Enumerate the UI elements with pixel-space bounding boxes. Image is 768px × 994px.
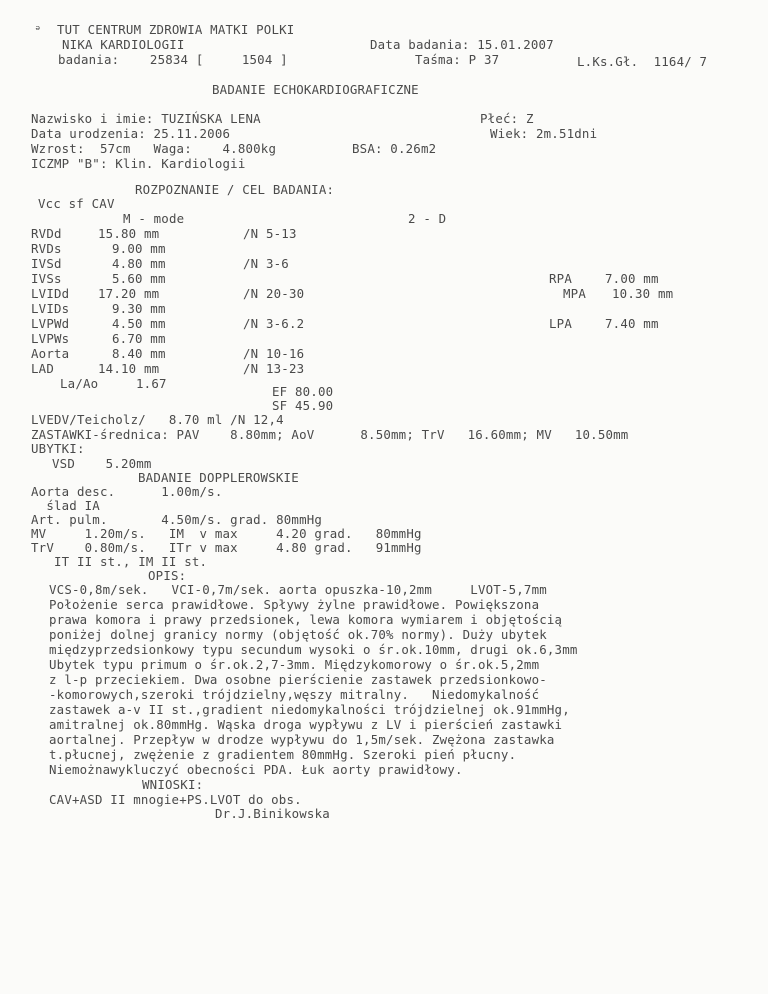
- patient-bsa: BSA: 0.26m2: [352, 141, 437, 156]
- doppler-line-4: MV 1.20m/s. IM v max 4.20 grad. 80mmHg: [31, 526, 422, 541]
- mmode-value-aorta: 8.40 mm: [112, 346, 166, 361]
- patient-age: Wiek: 2m.51dni: [490, 126, 598, 141]
- mmode-value-lvids: 9.30 mm: [112, 301, 166, 316]
- doctor-name: Dr.J.Binikowska: [215, 806, 330, 821]
- description-line-11: aortalnej. Przepływ w drodze wypływu do 1,5m/sek. Zwężona zastawka: [49, 732, 555, 747]
- patient-name: Nazwisko i imie: TUZIŃSKA LENA: [31, 111, 261, 126]
- mmode-heading: M - mode: [123, 211, 185, 226]
- patient-measurements: Wzrost: 57cm Waga: 4.800kg: [31, 141, 277, 156]
- diagnosis-heading: ROZPOZNANIE / CEL BADANIA:: [135, 182, 335, 197]
- description-line-2: Położenie serca prawidłowe. Spływy żylne prawidłowe. Powiększona: [49, 597, 540, 612]
- description-heading: OPIS:: [148, 568, 187, 583]
- exam-number: badania: 25834 [ 1504 ]: [58, 52, 288, 67]
- mmode-value-rvdd: 15.80 mm: [98, 226, 160, 241]
- report-title: BADANIE ECHOKARDIOGRAFICZNE: [212, 82, 419, 97]
- exam-date: Data badania: 15.01.2007: [370, 37, 554, 52]
- mmode-norm-lvidd: /N 20-30: [243, 286, 305, 301]
- mmode-norm-rvdd: /N 5-13: [243, 226, 297, 241]
- doppler-line-3: Art. pulm. 4.50m/s. grad. 80mmHg: [31, 512, 323, 527]
- mmode-label-lvpwd: LVPWd: [31, 316, 70, 331]
- ef-value: EF 80.00: [272, 384, 334, 399]
- mmode-label-rvds: RVDs: [31, 241, 62, 256]
- doppler-line-2: ślad IA: [31, 498, 100, 513]
- referring-clinic: ICZMP "B": Klin. Kardiologii: [31, 156, 246, 171]
- description-line-5: międzyprzedsionkowy typu secundum wysoki o śr.ok.10mm, drugi ok.6,3mm: [49, 642, 578, 657]
- defects-heading: UBYTKI:: [31, 441, 85, 456]
- mmode-label-aorta: Aorta: [31, 346, 70, 361]
- description-line-7: z l-p przeciekiem. Dwa osobne pierścienie zastawek przedsionkowo-: [49, 672, 547, 687]
- mmode-norm-lad: /N 13-23: [243, 361, 305, 376]
- pulm-label-mpa: MPA: [563, 286, 586, 301]
- mmode-label-lvpws: LVPWs: [31, 331, 70, 346]
- la-ao-label: La/Ao: [60, 376, 99, 391]
- mmode-label-lvids: LVIDs: [31, 301, 70, 316]
- pulm-value-lpa: 7.40 mm: [605, 316, 659, 331]
- mmode-value-lvpws: 6.70 mm: [112, 331, 166, 346]
- pulm-value-rpa: 7.00 mm: [605, 271, 659, 286]
- diagnosis-text: Vcc sf CAV: [38, 196, 115, 211]
- conclusions-heading: WNIOSKI:: [142, 777, 204, 792]
- mmode-label-lad: LAD: [31, 361, 54, 376]
- mmode-label-ivsd: IVSd: [31, 256, 62, 271]
- mode-2d-heading: 2 - D: [408, 211, 447, 226]
- mmode-norm-lvpwd: /N 3-6.2: [243, 316, 305, 331]
- pulm-value-mpa: 10.30 mm: [612, 286, 674, 301]
- institute-name: ᵊ TUT CENTRUM ZDROWIA MATKI POLKI: [34, 22, 295, 37]
- conclusions-text: CAV+ASD II mnogie+PS.LVOT do obs.: [49, 792, 302, 807]
- mmode-value-lvidd: 17.20 mm: [98, 286, 160, 301]
- mmode-norm-ivsd: /N 3-6: [243, 256, 289, 271]
- description-line-10: amitralnej ok.80mmHg. Wąska droga wypływu z LV i pierścień zastawki: [49, 717, 563, 732]
- lvedv-line: LVEDV/Teicholz/ 8.70 ml /N 12,4: [31, 412, 284, 427]
- patient-birthdate: Data urodzenia: 25.11.2006: [31, 126, 231, 141]
- mmode-norm-aorta: /N 10-16: [243, 346, 305, 361]
- valves-line: ZASTAWKI-średnica: PAV 8.80mm; AoV 8.50mm; TrV 16.60mm; MV 10.50mm: [31, 427, 629, 442]
- description-line-6: Ubytek typu primum o śr.ok.2,7-3mm. Międzykomorowy o śr.ok.5,2mm: [49, 657, 540, 672]
- pulm-label-rpa: RPA: [549, 271, 572, 286]
- la-ao-value: 1.67: [136, 376, 167, 391]
- mmode-value-rvds: 9.00 mm: [112, 241, 166, 256]
- mmode-value-ivsd: 4.80 mm: [112, 256, 166, 271]
- description-line-12: t.płucnej, zwężenie z gradientem 80mmHg. Szeroki pień płucny.: [49, 747, 517, 762]
- description-line-9: zastawek a-v II st.,gradient niedomykalności trójdzielnej ok.91mmHg,: [49, 702, 570, 717]
- clinic-name: NIKA KARDIOLOGII: [62, 37, 185, 52]
- description-line-8: -komorowych,szeroki trójdzielny,węszy mitralny. Niedomykalność: [49, 687, 540, 702]
- mmode-label-lvidd: LVIDd: [31, 286, 70, 301]
- description-line-3: prawa komora i prawy przedsionek, lewa komora wymiarem i objętością: [49, 612, 563, 627]
- mmode-value-lad: 14.10 mm: [98, 361, 160, 376]
- doppler-line-5: TrV 0.80m/s. ITr v max 4.80 grad. 91mmHg: [31, 540, 422, 555]
- mmode-value-ivss: 5.60 mm: [112, 271, 166, 286]
- doppler-line-6: IT II st., IM II st.: [31, 554, 208, 569]
- doppler-heading: BADANIE DOPPLEROWSKIE: [138, 470, 299, 485]
- mmode-value-lvpwd: 4.50 mm: [112, 316, 166, 331]
- mmode-label-rvdd: RVDd: [31, 226, 62, 241]
- description-line-4: poniżej dolnej granicy normy (objętość ok.70% normy). Duży ubytek: [49, 627, 547, 642]
- description-line-13: Niemożnawykluczyć obecności PDA. Łuk aorty prawidłowy.: [49, 762, 463, 777]
- vsd-line: VSD 5.20mm: [52, 456, 152, 471]
- pulm-label-lpa: LPA: [549, 316, 572, 331]
- doppler-line-1: Aorta desc. 1.00m/s.: [31, 484, 223, 499]
- sf-value: SF 45.90: [272, 398, 334, 413]
- tape-number: Taśma: P 37: [415, 52, 500, 67]
- reference-number: L.Ks.Gł. 1164/ 7: [577, 54, 708, 69]
- mmode-label-ivss: IVSs: [31, 271, 62, 286]
- patient-sex: Płeć: Z: [480, 111, 534, 126]
- description-line-1: VCS-0,8m/sek. VCI-0,7m/sek. aorta opuszka-10,2mm LVOT-5,7mm: [49, 582, 547, 597]
